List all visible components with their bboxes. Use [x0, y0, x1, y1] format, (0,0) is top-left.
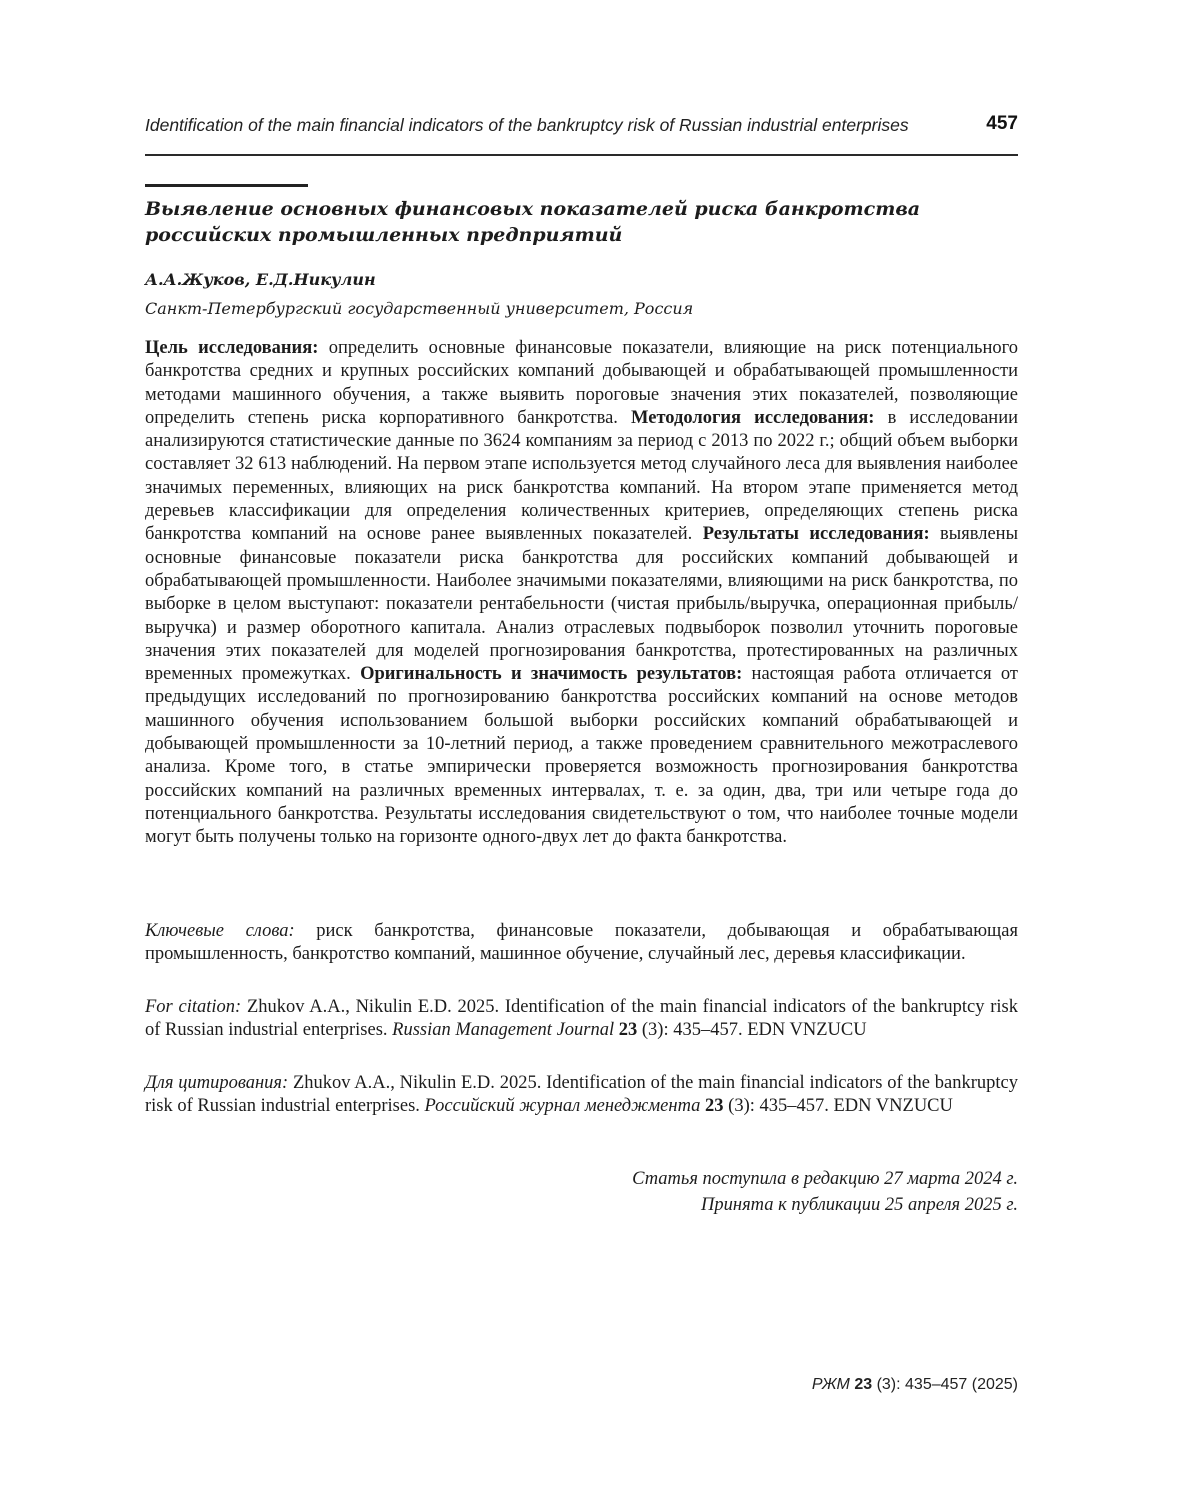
citation-en-volume: 23: [614, 1020, 638, 1041]
page-footer: [812, 1376, 1018, 1394]
citation-en: [145, 996, 1018, 1043]
citation-en-text: Zhukov A.A., Nikulin E.D. 2025. Identification of the main financial indicators of the bankruptcy risk of Russian industrial enterprises.: [145, 997, 1018, 1041]
article-title: [145, 196, 1005, 248]
running-header: [145, 110, 1018, 156]
originality-label: Оригинальность и значимость результатов:: [360, 664, 743, 685]
running-title: Identification of the main financial indicators of the bankruptcy risk of Russian industrial enterprises: [145, 115, 909, 135]
title-rule: [145, 184, 308, 187]
originality-text: настоящая работа отличается от предыдущих исследований по прогнозированию банкротства российских компаний на основе методов машинного обучения использованием большой выборки российских компаний обрабатывающей и добывающей промышленности за 10-летний период, а также проведением сравнительного межотраслевого анализа. Кроме того, в статье эмпирически проверяется возможность прогнозирования банкротства российских компаний на различных временных интервалах, т. е. за один, два, три или четыре года до потенциального банкротства. Результаты исследования свидетельствуют о том, что наиболее точные модели могут быть получены только на горизонте одного-двух лет до факта банкротства.: [145, 664, 1018, 848]
page-number: 457: [986, 113, 1018, 134]
citation-ru-text: Zhukov A.A., Nikulin E.D. 2025. Identification of the main financial indicators of the bankruptcy risk of Russian industrial enterprises.: [145, 1073, 1019, 1117]
purpose-text: определить основные финансовые показатели, влияющие на риск потенциального банкротства средних и крупных российских компаний добывающей и обрабатывающей промышленности методами машинного обучения, а также выявить пороговые значения этих показателей, позволяющие определить степень риска корпоративного банкротства.: [145, 338, 1019, 428]
citation-en-pages: (3): 435–457. EDN VNZUCU: [637, 1020, 867, 1041]
footer-volume: 23: [849, 1376, 873, 1393]
keywords-label: Ключевые слова:: [145, 921, 295, 941]
footer-issue: (3): 435–457 (2025): [872, 1376, 1018, 1393]
citation-ru-pages: (3): 435–457. EDN VNZUCU: [723, 1096, 953, 1117]
purpose-label: Цель исследования:: [145, 338, 319, 358]
citation-ru-label: Для цитирования:: [145, 1073, 289, 1093]
citation-en-journal: Russian Management Journal: [392, 1020, 615, 1041]
accepted-date: Принята к публикации 25 апреля 2025 г.: [701, 1195, 1018, 1215]
authors: А.А.Жуков, Е.Д.Никулин: [145, 270, 376, 289]
affiliation: Санкт-Петербургский государственный университет, Россия: [145, 299, 694, 318]
keywords-text: риск банкротства, финансовые показатели, добывающая и обрабатывающая промышленность, банкротство компаний, машинное обучение, случайный лес, деревья классификации.: [145, 921, 1018, 965]
abstract: [145, 337, 1018, 850]
citation-ru-journal: Российский журнал менеджмента: [424, 1096, 701, 1117]
received-date: Статья поступила в редакцию 27 марта 2024 г.: [632, 1169, 1018, 1189]
methodology-text: в исследовании анализируются статистические данные по 3624 компаниям за период с 2013 по 2022 г.; общий объем выборки составляет 32 613 наблюдений. На первом этапе используется метод случайного леса для выявления наиболее значимых переменных, влияющих на риск банкротства компаний. На втором этапе применяется метод деревьев классификации для определения количественных критериев, определяющих степень риска банкротства компаний на основе ранее выявленных показателей.: [145, 407, 1019, 545]
title-line-1: Выявление основных финансовых показателей риска банкротства: [145, 198, 921, 220]
citation-ru: [145, 1072, 1018, 1119]
methodology-label: Методология исследования:: [631, 407, 875, 428]
footer-journal: РЖМ: [811, 1376, 850, 1393]
results-label: Результаты исследования:: [702, 524, 930, 545]
citation-ru-volume: 23: [700, 1096, 724, 1117]
citation-en-label: For citation:: [145, 997, 242, 1017]
title-line-2: российских промышленных предприятий: [145, 224, 623, 246]
article-dates: [632, 1166, 1018, 1218]
results-text: выявлены основные финансовые показатели риска банкротства для российских компаний добывающей и обрабатывающей промышленности. Наиболее значимыми показателями, влияющими на риск банкротства, по выборке в целом выступают: показатели рентабельности (чистая прибыль/выручка, операционная прибыль/выручка) и размер оборотного капитала. Анализ отраслевых подвыборок позволил уточнить пороговые значения этих показателей для моделей прогнозирования банкротства, протестированных на различных временных промежутках.: [145, 524, 1018, 685]
keywords: [145, 920, 1018, 967]
